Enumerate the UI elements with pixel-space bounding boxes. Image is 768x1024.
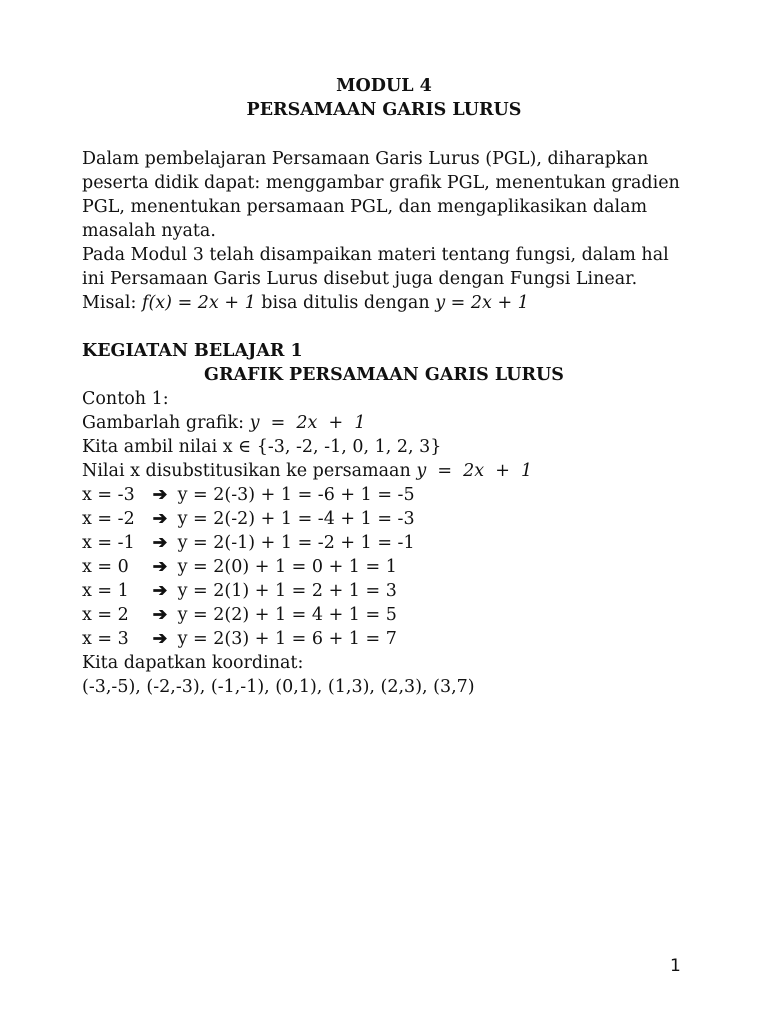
koordinat-list: (-3,-5), (-2,-3), (-1,-1), (0,1), (1,3), (2,3), (3,7) <box>82 677 475 697</box>
arrow-icon: ➔ <box>152 485 168 505</box>
x-value: x = -1 <box>82 533 135 553</box>
x-value: x = 2 <box>82 605 129 625</box>
intro-line-4: masalah nyata. <box>82 221 216 241</box>
calc-row <box>82 603 397 627</box>
arrow-icon: ➔ <box>152 629 168 649</box>
gambar-line <box>82 411 365 435</box>
y-calculation: y = 2(0) + 1 = 0 + 1 = 1 <box>177 557 397 577</box>
arrow-icon: ➔ <box>152 533 168 553</box>
koordinat-label: Kita dapatkan koordinat: <box>82 653 304 673</box>
arrow-icon: ➔ <box>152 557 168 577</box>
page-title: PERSAMAAN GARIS LURUS <box>246 100 522 120</box>
intro-line-1: Dalam pembelajaran Persamaan Garis Lurus (PGL), diharapkan <box>82 149 649 169</box>
misal-mid: bisa ditulis dengan <box>255 293 436 313</box>
substitusi-prefix: Nilai x disubstitusikan ke persamaan <box>82 461 417 481</box>
arrow-icon: ➔ <box>152 509 168 529</box>
calc-row <box>82 507 415 531</box>
y-calculation: y = 2(-3) + 1 = -6 + 1 = -5 <box>177 485 415 505</box>
misal-y: y = 2x + 1 <box>435 293 529 313</box>
calc-row <box>82 627 397 651</box>
intro-line-2: peserta didik dapat: menggambar grafik PGL, menentukan gradien <box>82 173 680 193</box>
y-calculation: y = 2(-2) + 1 = -4 + 1 = -3 <box>177 509 415 529</box>
calc-row <box>82 531 415 555</box>
calc-row <box>82 483 415 507</box>
misal-prefix: Misal: <box>82 293 142 313</box>
intro-line-3: PGL, menentukan persamaan PGL, dan mengaplikasikan dalam <box>82 197 648 217</box>
intro-line-6: ini Persamaan Garis Lurus disebut juga dengan Fungsi Linear. <box>82 269 638 289</box>
substitusi-equation: y = 2x + 1 <box>416 461 533 481</box>
x-value: x = 1 <box>82 581 129 601</box>
gambar-equation: y = 2x + 1 <box>249 413 366 433</box>
intro-line-5: Pada Modul 3 telah disampaikan materi tentang fungsi, dalam hal <box>82 245 669 265</box>
page-number: 1 <box>670 956 681 976</box>
x-value: x = -3 <box>82 485 135 505</box>
calc-row <box>82 579 397 603</box>
substitusi-line <box>82 459 532 483</box>
section-heading: GRAFIK PERSAMAAN GARIS LURUS <box>204 365 564 385</box>
module-label: MODUL 4 <box>336 76 432 96</box>
ambil-line: Kita ambil nilai x ∈ {-3, -2, -1, 0, 1, 2, 3} <box>82 437 442 457</box>
x-value: x = -2 <box>82 509 135 529</box>
arrow-icon: ➔ <box>152 605 168 625</box>
contoh-label: Contoh 1: <box>82 389 169 409</box>
x-value: x = 0 <box>82 557 129 577</box>
y-calculation: y = 2(2) + 1 = 4 + 1 = 5 <box>177 605 397 625</box>
kegiatan-heading: KEGIATAN BELAJAR 1 <box>82 341 303 361</box>
y-calculation: y = 2(3) + 1 = 6 + 1 = 7 <box>177 629 397 649</box>
gambar-prefix: Gambarlah grafik: <box>82 413 250 433</box>
calc-row <box>82 555 397 579</box>
misal-fx: f(x) = 2x + 1 <box>142 293 256 313</box>
arrow-icon: ➔ <box>152 581 168 601</box>
x-value: x = 3 <box>82 629 129 649</box>
misal-line <box>82 291 529 315</box>
y-calculation: y = 2(1) + 1 = 2 + 1 = 3 <box>177 581 397 601</box>
y-calculation: y = 2(-1) + 1 = -2 + 1 = -1 <box>177 533 415 553</box>
